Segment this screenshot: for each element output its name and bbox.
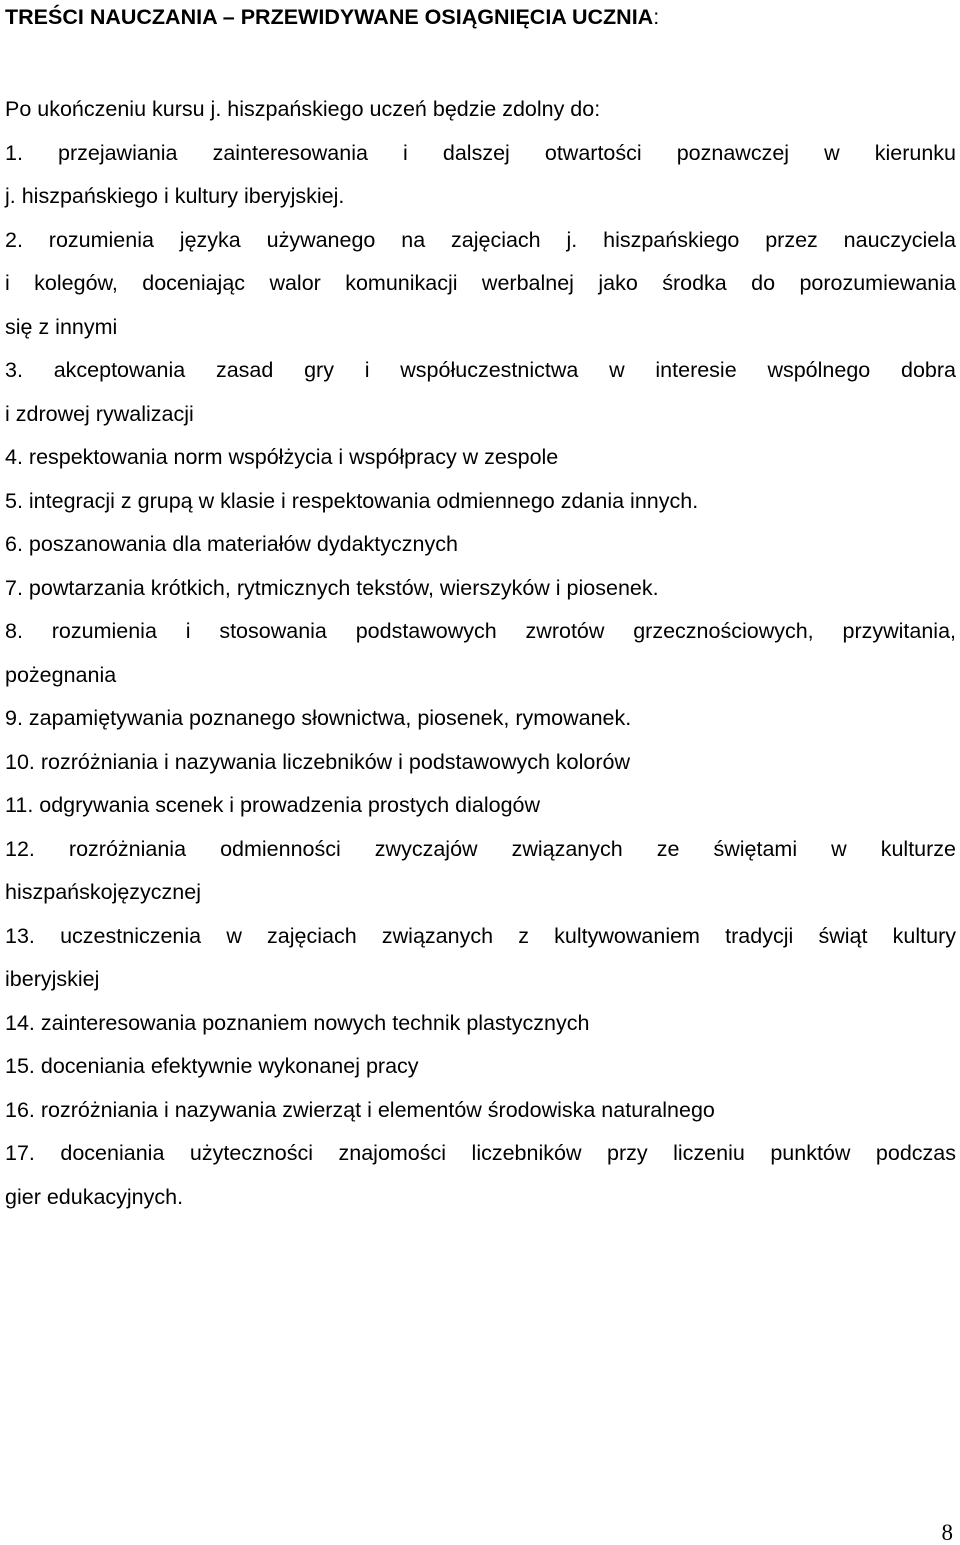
text-line-12: 8. rozumienia i stosowania podstawowych zwrotów grzecznościowych, przywitania, xyxy=(5,619,956,643)
text-line-14: 9. zapamiętywania poznanego słownictwa, piosenek, rymowanek. xyxy=(5,706,632,730)
text-line-25: gier edukacyjnych. xyxy=(5,1184,184,1209)
text-line-16: 11. odgrywania scenek i prowadzenia prostych dialogów xyxy=(5,793,541,817)
text-line-1: 1. przejawiania zainteresowania i dalszej otwartości poznawczej w kierunku xyxy=(5,140,956,165)
text-line-8: 4. respektowania norm współżycia i współpracy w zespole xyxy=(5,445,559,469)
heading-title: TREŚCI NAUCZANIA – PRZEWIDYWANE OSIĄGNIĘCIA UCZNIA xyxy=(5,5,654,29)
text-line-20: iberyjskiej xyxy=(5,967,100,991)
heading-colon: : xyxy=(653,5,660,29)
text-line-17: 12. rozróżniania odmienności zwyczajów związanych ze świętami w kulturze xyxy=(5,836,956,861)
text-line-2: j. hiszpańskiego i kultury iberyjskiej. xyxy=(5,184,345,208)
text-line-18: hiszpańskojęzycznej xyxy=(5,880,201,904)
section-heading xyxy=(5,3,659,31)
text-line-5: się z innymi xyxy=(5,314,118,339)
text-line-4: i kolegów, doceniając walor komunikacji werbalnej jako środka do porozumiewania xyxy=(5,271,956,295)
text-line-23: 16. rozróżniania i nazywania zwierząt i elementów środowiska naturalnego xyxy=(5,1097,715,1122)
text-line-24: 17. doceniania użyteczności znajomości liczebników przy liczeniu punktów podczas xyxy=(5,1141,956,1165)
text-line-19: 13. uczestniczenia w zajęciach związanych z kultywowaniem tradycji świąt kultury xyxy=(5,923,956,948)
text-line-15: 10. rozróżniania i nazywania liczebników i podstawowych kolorów xyxy=(5,749,631,774)
text-line-11: 7. powtarzania krótkich, rytmicznych tekstów, wierszyków i piosenek. xyxy=(5,575,659,600)
body-text xyxy=(5,88,956,1219)
text-line-9: 5. integracji z grupą w klasie i respektowania odmiennego zdania innych. xyxy=(5,488,699,513)
text-line-6: 3. akceptowania zasad gry i współuczestnictwa w interesie wspólnego dobra xyxy=(5,358,956,382)
text-line-7: i zdrowej rywalizacji xyxy=(5,401,194,426)
page-number: 8 xyxy=(941,1520,953,1545)
text-line-3: 2. rozumienia języka używanego na zajęciach j. hiszpańskiego przez nauczyciela xyxy=(5,227,956,252)
text-line-10: 6. poszanowania dla materiałów dydaktycznych xyxy=(5,532,458,556)
text-line-22: 15. doceniania efektywnie wykonanej pracy xyxy=(5,1054,419,1078)
text-line-13: pożegnania xyxy=(5,662,117,687)
text-line-21: 14. zainteresowania poznaniem nowych technik plastycznych xyxy=(5,1010,590,1035)
intro-line: Po ukończeniu kursu j. hiszpańskiego uczeń będzie zdolny do: xyxy=(5,97,601,121)
